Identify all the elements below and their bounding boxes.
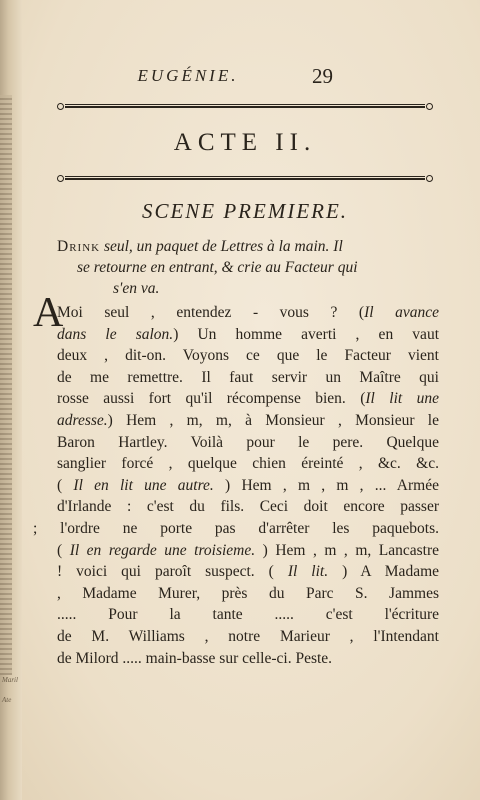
stage-direction-line: seul, un paquet de Lettres à la main. Il xyxy=(103,238,343,255)
roman-text: rosse aussi fort qu'il récompense bien. ( xyxy=(57,390,366,408)
text-line xyxy=(57,367,439,389)
italic-text: dans le salon. xyxy=(57,325,174,343)
roman-text: ) Un homme averti , en vaut xyxy=(173,325,439,343)
text-line xyxy=(57,345,439,367)
italic-text: Il lit. xyxy=(287,563,329,581)
ornamental-rule-bottom xyxy=(57,174,433,183)
text-line xyxy=(57,475,439,497)
engraving-fragment xyxy=(0,95,12,675)
act-heading: ACTE II. xyxy=(173,129,317,156)
roman-text: deux , dit-on. Voyons ce que le Facteur vient xyxy=(57,347,439,365)
roman-text: , Madame Murer, près du Parc S. Jammes xyxy=(57,584,439,602)
text-line xyxy=(57,540,439,562)
roman-text: ) Hem , m , m , ... Armée xyxy=(213,476,439,494)
roman-text: ..... Pour la tante ..... c'est l'écriture xyxy=(57,606,439,624)
speaker-name: Drink xyxy=(57,238,101,255)
margin-note: Ate xyxy=(2,696,12,704)
roman-text: ! voici qui paroît suspect. ( xyxy=(57,563,288,581)
dialogue-text xyxy=(33,302,440,669)
drop-cap: A xyxy=(33,290,64,336)
text-line xyxy=(57,583,439,605)
roman-text: sanglier forcé , quelque chien éreinté , &c. &c. xyxy=(57,455,439,473)
page-number: 29 xyxy=(312,64,333,88)
roman-text: ( xyxy=(57,476,74,494)
text-line xyxy=(57,410,439,432)
text-line xyxy=(39,302,439,324)
text-line xyxy=(57,561,439,583)
roman-text: de me remettre. Il faut servir un Maître qui xyxy=(57,368,439,386)
text-line xyxy=(57,388,439,410)
text-line xyxy=(57,496,439,518)
italic-text: Il avance xyxy=(364,304,439,321)
roman-text: Moi seul , entendez - vous ? ( xyxy=(57,304,365,321)
stage-direction-line: s'en va. xyxy=(113,280,160,297)
italic-text: Il lit une xyxy=(365,390,439,408)
text-line xyxy=(57,604,439,626)
roman-text: ) A Madame xyxy=(328,563,440,581)
scene-heading: SCENE PREMIERE. xyxy=(141,199,349,223)
roman-text: de Milord ..... main-basse sur celle-ci. Peste. xyxy=(57,649,333,667)
margin-note: Maril xyxy=(2,676,18,684)
italic-text: Il en lit une autre. xyxy=(73,476,214,494)
text-line xyxy=(57,432,439,454)
roman-text: de M. Williams , notre Marieur , l'Intendant xyxy=(57,627,439,645)
italic-text: Il en regarde une troisieme. xyxy=(69,541,256,559)
ornamental-rule-top xyxy=(57,102,433,111)
roman-text: d'Irlande : c'est du fils. Ceci doit encore passer xyxy=(57,498,439,516)
italic-text: adresse. xyxy=(57,411,108,429)
text-line xyxy=(57,453,439,475)
roman-text: Baron Hartley. Voilà pour le pere. Quelque xyxy=(57,433,439,451)
stage-direction-line: se retourne en entrant, & crie au Facteur qui xyxy=(77,259,358,276)
text-line xyxy=(57,648,439,670)
text-line xyxy=(57,626,439,648)
text-line xyxy=(57,324,439,346)
text-line xyxy=(33,518,439,540)
roman-text: ( xyxy=(57,541,70,559)
stage-direction xyxy=(57,236,437,299)
roman-text: ; l'ordre ne porte pas d'arrêter les paquebots. xyxy=(33,519,439,537)
facing-page-edge xyxy=(0,0,22,800)
running-header: EUGÉNIE. xyxy=(137,66,239,85)
roman-text: ) Hem , m, m, à Monsieur , Monsieur le xyxy=(107,411,439,429)
roman-text: ) Hem , m , m, Lancastre xyxy=(255,541,440,559)
